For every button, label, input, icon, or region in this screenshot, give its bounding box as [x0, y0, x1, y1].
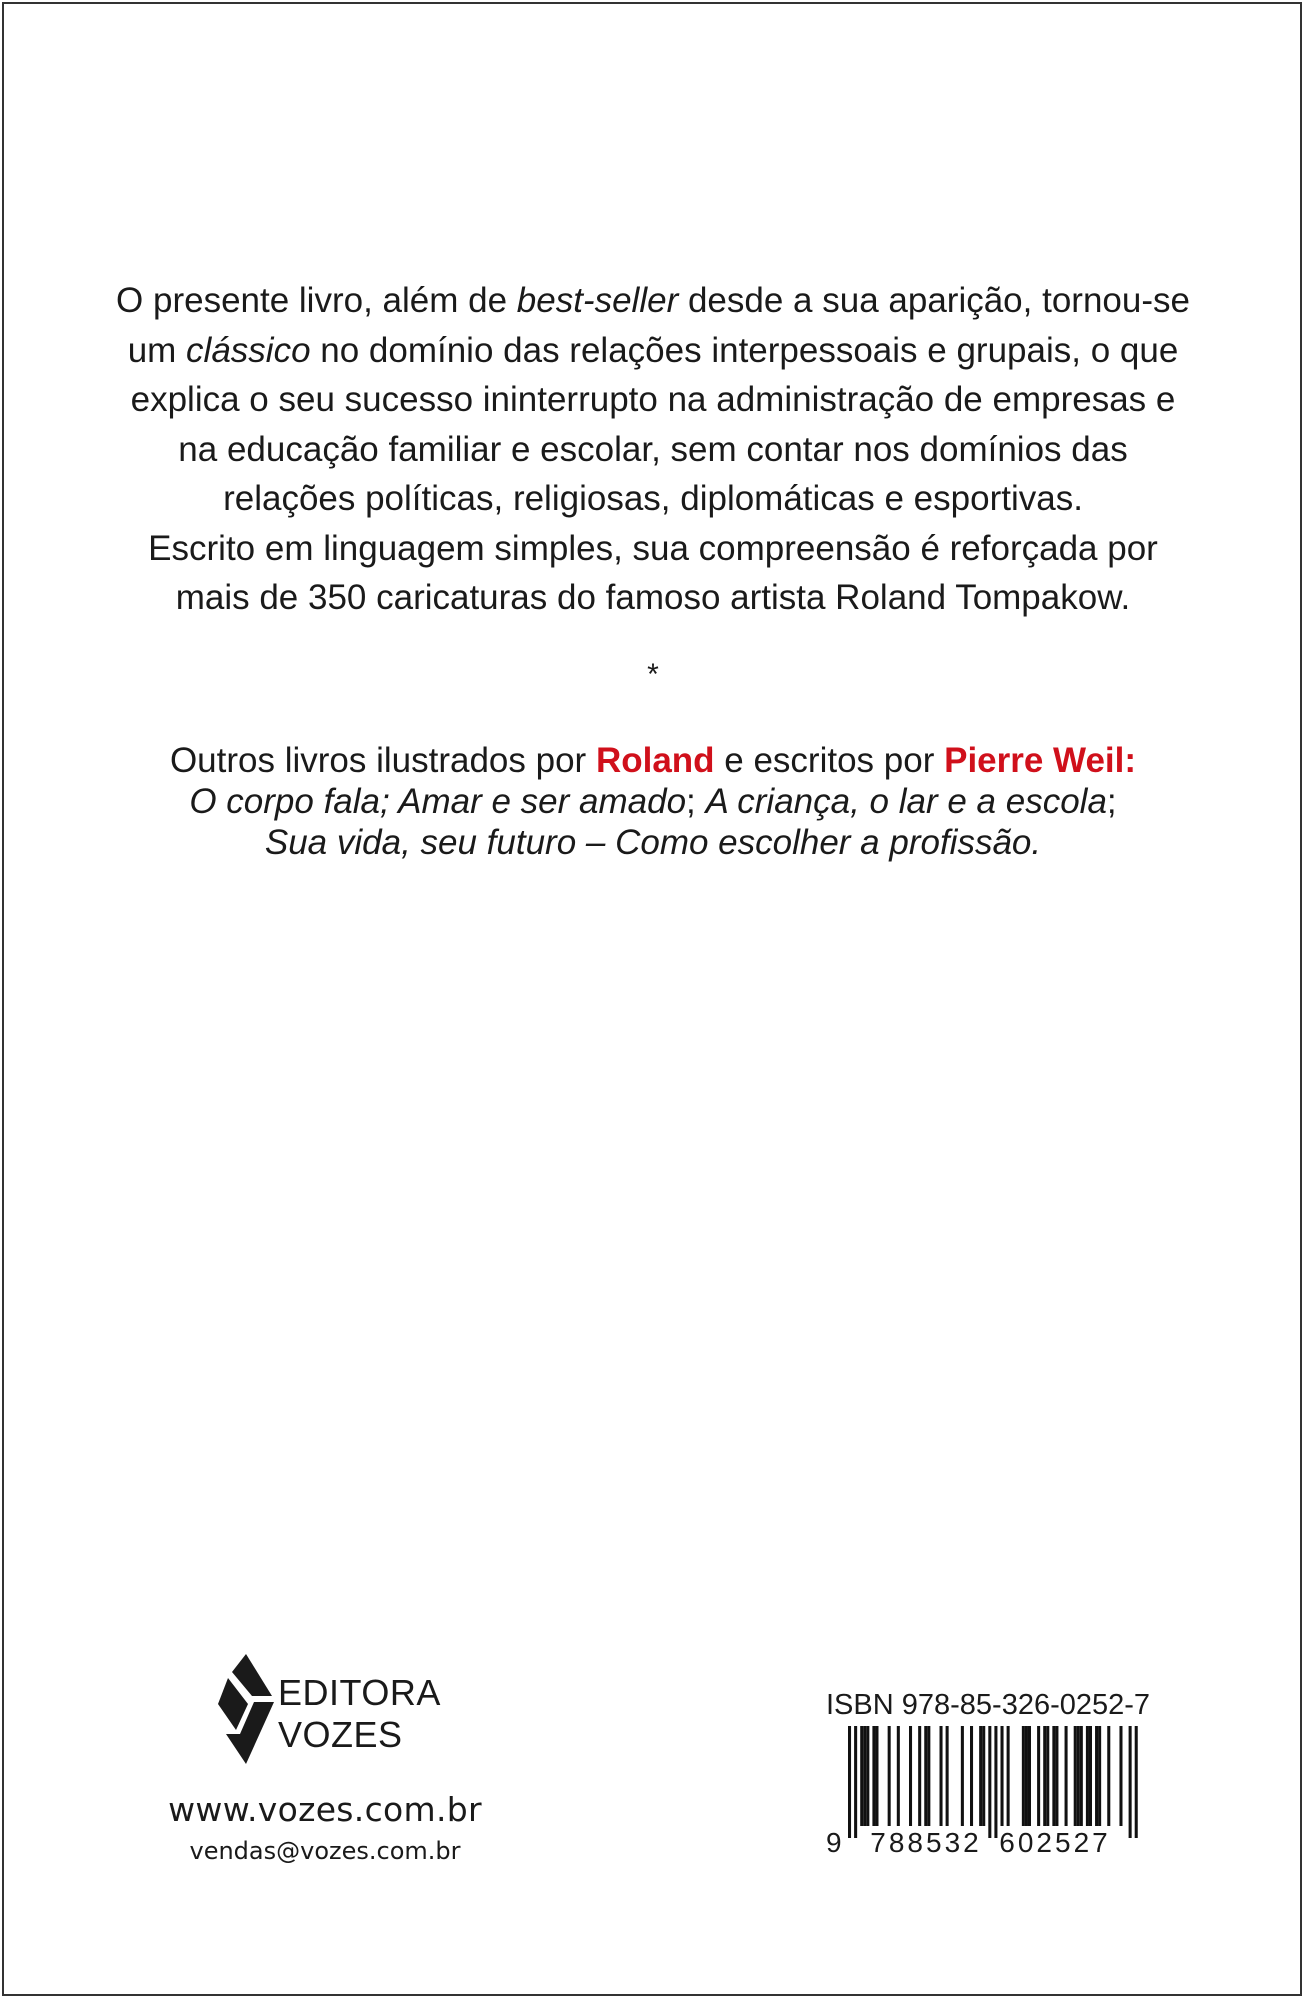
- other-books-titles-1: O corpo fala; Amar e ser amado; A criança, o lar e a escola;: [189, 782, 1117, 821]
- barcode-bar: [1025, 1726, 1028, 1826]
- barcode-bar: [1037, 1726, 1040, 1826]
- publisher-logo: [218, 1654, 458, 1764]
- author-name: Pierre Weil:: [944, 741, 1137, 780]
- illustrator-name: Roland: [595, 741, 715, 780]
- vozes-diamond-icon: [218, 1654, 274, 1764]
- book-description: [60, 276, 1246, 623]
- barcode-bar: [961, 1726, 964, 1826]
- description-line-3: explica o seu sucesso ininterrupto na administração de empresas e: [130, 380, 1176, 419]
- barcode-bar: [1001, 1726, 1004, 1826]
- description-line-2: um clássico no domínio das relações interpessoais e grupais, o que: [127, 330, 1179, 370]
- barcode-digits-right: 602527: [999, 1827, 1111, 1854]
- barcode-bar: [970, 1726, 973, 1826]
- barcode-bar: [1043, 1726, 1046, 1826]
- barcode-bar: [1086, 1726, 1089, 1826]
- barcode-bar: [988, 1726, 991, 1838]
- barcode-bar: [1119, 1726, 1122, 1826]
- barcode-bar: [1077, 1726, 1080, 1826]
- barcode-bar: [1046, 1726, 1049, 1826]
- isbn-barcode: [826, 1726, 1146, 1854]
- publisher-website: www.vozes.com.br: [168, 1790, 482, 1829]
- barcode-bar: [1074, 1726, 1077, 1826]
- barcode-bar: [940, 1726, 943, 1826]
- barcode-bar: [1080, 1726, 1083, 1826]
- description-line-1: O presente livro, além de best-seller desde a sua aparição, tornou-se: [116, 281, 1190, 320]
- barcode-bar: [854, 1726, 857, 1838]
- barcode-bar: [1022, 1726, 1025, 1826]
- barcode-digit-prefix: 9: [826, 1827, 842, 1854]
- publisher-name-line-2: VOZES: [278, 1714, 403, 1755]
- barcode-bar: [1135, 1726, 1138, 1838]
- barcode-bar: [946, 1726, 949, 1826]
- barcode-bar: [1028, 1726, 1031, 1826]
- barcode-bar: [927, 1726, 930, 1826]
- barcode-bar: [1098, 1726, 1101, 1826]
- other-books-titles-2: Sua vida, seu futuro – Como escolher a profissão.: [264, 823, 1042, 862]
- barcode-digits-left: 788532: [870, 1827, 982, 1854]
- barcode-bar: [924, 1726, 927, 1826]
- other-books: [60, 740, 1246, 863]
- publisher-email: vendas@vozes.com.br: [189, 1837, 461, 1865]
- barcode-bar: [860, 1726, 863, 1826]
- description-line-4: na educação familiar e escolar, sem contar nos domínios das: [178, 429, 1128, 469]
- description-line-7: mais de 350 caricaturas do famoso artista Roland Tompakow.: [175, 578, 1131, 617]
- isbn-label: ISBN 978-85-326-0252-7: [826, 1689, 1151, 1721]
- description-line-5: relações políticas, religiosas, diplomáticas e esportivas.: [223, 479, 1083, 518]
- description-line-6: Escrito em linguagem simples, sua compreensão é reforçada por: [148, 528, 1158, 568]
- barcode-bar: [872, 1726, 875, 1826]
- barcode-bar: [875, 1726, 878, 1826]
- barcode-bar: [1007, 1726, 1010, 1826]
- barcode-bar: [1065, 1726, 1068, 1826]
- barcode-bar: [1055, 1726, 1058, 1826]
- barcode-bar: [1107, 1726, 1110, 1826]
- barcode-bar: [909, 1726, 912, 1826]
- barcode-bar: [897, 1726, 900, 1826]
- barcode-bar: [1052, 1726, 1055, 1826]
- barcode-bar: [979, 1726, 982, 1826]
- barcode-bar: [848, 1726, 851, 1838]
- barcode-bar: [888, 1726, 891, 1826]
- barcode-bar: [918, 1726, 921, 1826]
- barcode-bar: [1089, 1726, 1092, 1826]
- barcode-bar: [866, 1726, 869, 1826]
- barcode-bar: [1129, 1726, 1132, 1838]
- barcode-bar: [982, 1726, 985, 1826]
- other-books-intro: Outros livros ilustrados por Roland e escritos por Pierre Weil:: [169, 741, 1137, 780]
- barcode-bar: [994, 1726, 997, 1838]
- publisher-name: [278, 1672, 441, 1756]
- barcode-bar: [863, 1726, 866, 1826]
- section-separator: *: [647, 658, 659, 691]
- barcode-bar: [1095, 1726, 1098, 1826]
- publisher-name-line-1: EDITORA: [278, 1672, 441, 1713]
